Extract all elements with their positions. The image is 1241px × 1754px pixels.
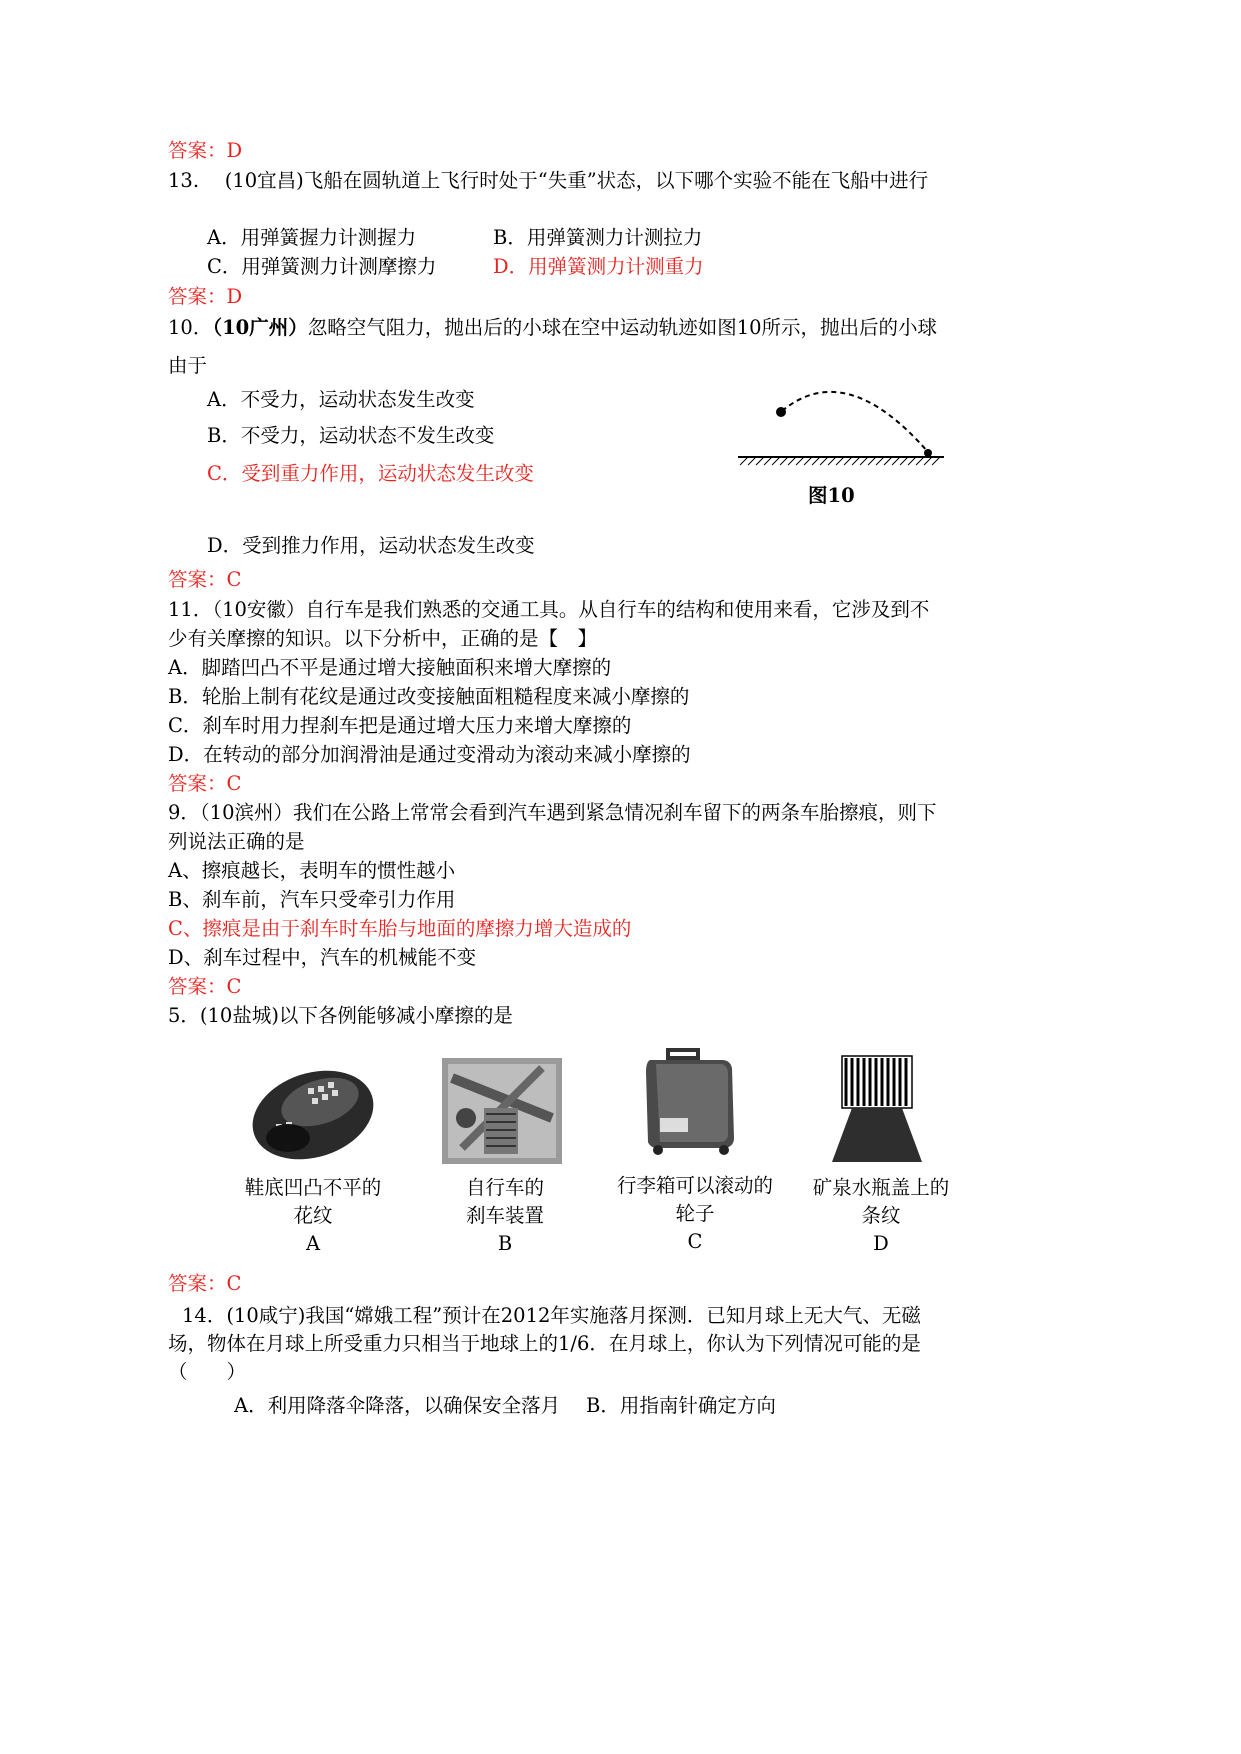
q9-option-a: A、擦痕越长，表明车的惯性越小 [168,859,456,882]
q11-option-b: B．轮胎上制有花纹是通过改变接触面粗糙程度来减小摩擦的 [168,685,690,708]
q13-option-a: A．用弹簧握力计测握力 [207,226,417,249]
bicycle-brake-picture [442,1058,562,1164]
q10-option-b: B．不受力，运动状态不发生改变 [207,424,495,447]
caption-line: 刹车装置 [465,1204,544,1227]
question-9-stem: 9．（10滨州）我们在公路上常常会看到汽车遇到紧急情况刹车留下的两条车胎擦痕，则下 [168,801,937,824]
question-text: 忽略空气阻力，抛出后的小球在空中运动轨迹如图10所示，抛出后的小球 [307,316,938,339]
answer-label: 答案：D [168,285,243,308]
q11-option-a: A．脚踏凹凸不平是通过增大接触面积来增大摩擦的 [168,656,612,679]
picture-caption-d [796,1174,966,1258]
q9-option-c: C、擦痕是由于刹车时车胎与地面的摩擦力增大造成的 [168,917,632,940]
question-11-stem-cont: 少有关摩擦的知识。以下分析中，正确的是【 】 [168,627,598,650]
trajectory-figure [736,386,946,476]
answer-label: 答案：C [168,568,242,591]
question-13-stem: 13. (10宜昌)飞船在圆轨道上飞行时处于“失重”状态，以下哪个实验不能在飞船中进行 [168,169,929,192]
q10-option-c: C．受到重力作用，运动状态发生改变 [207,462,534,485]
q11-option-d: D．在转动的部分加润滑油是通过变滑动为滚动来减小摩擦的 [168,743,691,766]
caption-letter: C [687,1230,703,1253]
q10-option-a: A．不受力，运动状态发生改变 [207,388,475,411]
caption-line: 轮子 [675,1202,715,1225]
question-11-stem: 11．（10安徽）自行车是我们熟悉的交通工具。从自行车的结构和使用来看，它涉及到不 [168,598,930,621]
figure-caption: 图10 [808,484,855,507]
caption-letter: D [873,1232,889,1255]
caption-line: 自行车的 [465,1176,544,1199]
question-14-stem: 14．(10咸宁)我国“嫦娥工程”预计在2012年实施落月探测．已知月球上无大气、无磁 [182,1304,921,1327]
bottle-cap-picture [830,1054,926,1166]
question-5-stem: 5．(10盐城)以下各例能够减小摩擦的是 [168,1004,513,1027]
question-14-stem-cont: 场，物体在月球上所受重力只相当于地球上的1/6．在月球上，你认为下列情况可能的是 [168,1332,921,1355]
q14-option-b: B．用指南针确定方向 [586,1394,776,1417]
caption-line: 条纹 [861,1204,901,1227]
answer-label: 答案：C [168,975,242,998]
caption-line: 鞋底凹凸不平的 [244,1176,382,1199]
picture-caption-b [420,1174,590,1258]
question-9-stem-cont: 列说法正确的是 [168,830,305,853]
question-source: （10广州） [212,316,308,339]
q9-option-d: D、刹车过程中，汽车的机械能不变 [168,946,477,969]
caption-line: 花纹 [293,1204,333,1227]
shoe-sole-picture [248,1060,378,1165]
q9-option-b: B、刹车前，汽车只受牵引力作用 [168,888,456,911]
answer-label: 答案：C [168,772,242,795]
question-10-stem [168,314,937,342]
caption-letter: A [305,1232,321,1255]
picture-caption-c [600,1172,790,1256]
answer-label: 答案：C [168,1272,242,1295]
q13-option-b: B．用弹簧测力计测拉力 [493,226,703,249]
question-number: 10． [168,316,213,339]
q13-option-c: C．用弹簧测力计测摩擦力 [207,255,437,278]
suitcase-picture [642,1048,738,1156]
q13-option-d: D．用弹簧测力计测重力 [493,255,704,278]
question-10-stem-cont: 由于 [168,354,208,377]
q11-option-c: C．刹车时用力捏刹车把是通过增大压力来增大摩擦的 [168,714,632,737]
caption-line: 行李箱可以滚动的 [616,1174,773,1197]
q14-option-a: A．利用降落伞降落，以确保安全落月 [234,1394,561,1417]
answer-label: 答案：D [168,139,243,162]
caption-letter: B [497,1232,513,1255]
picture-caption-a [228,1174,398,1258]
q10-option-d: D．受到推力作用，运动状态发生改变 [207,534,535,557]
question-14-bracket: （ ） [168,1360,247,1383]
caption-line: 矿泉水瓶盖上的 [812,1176,950,1199]
